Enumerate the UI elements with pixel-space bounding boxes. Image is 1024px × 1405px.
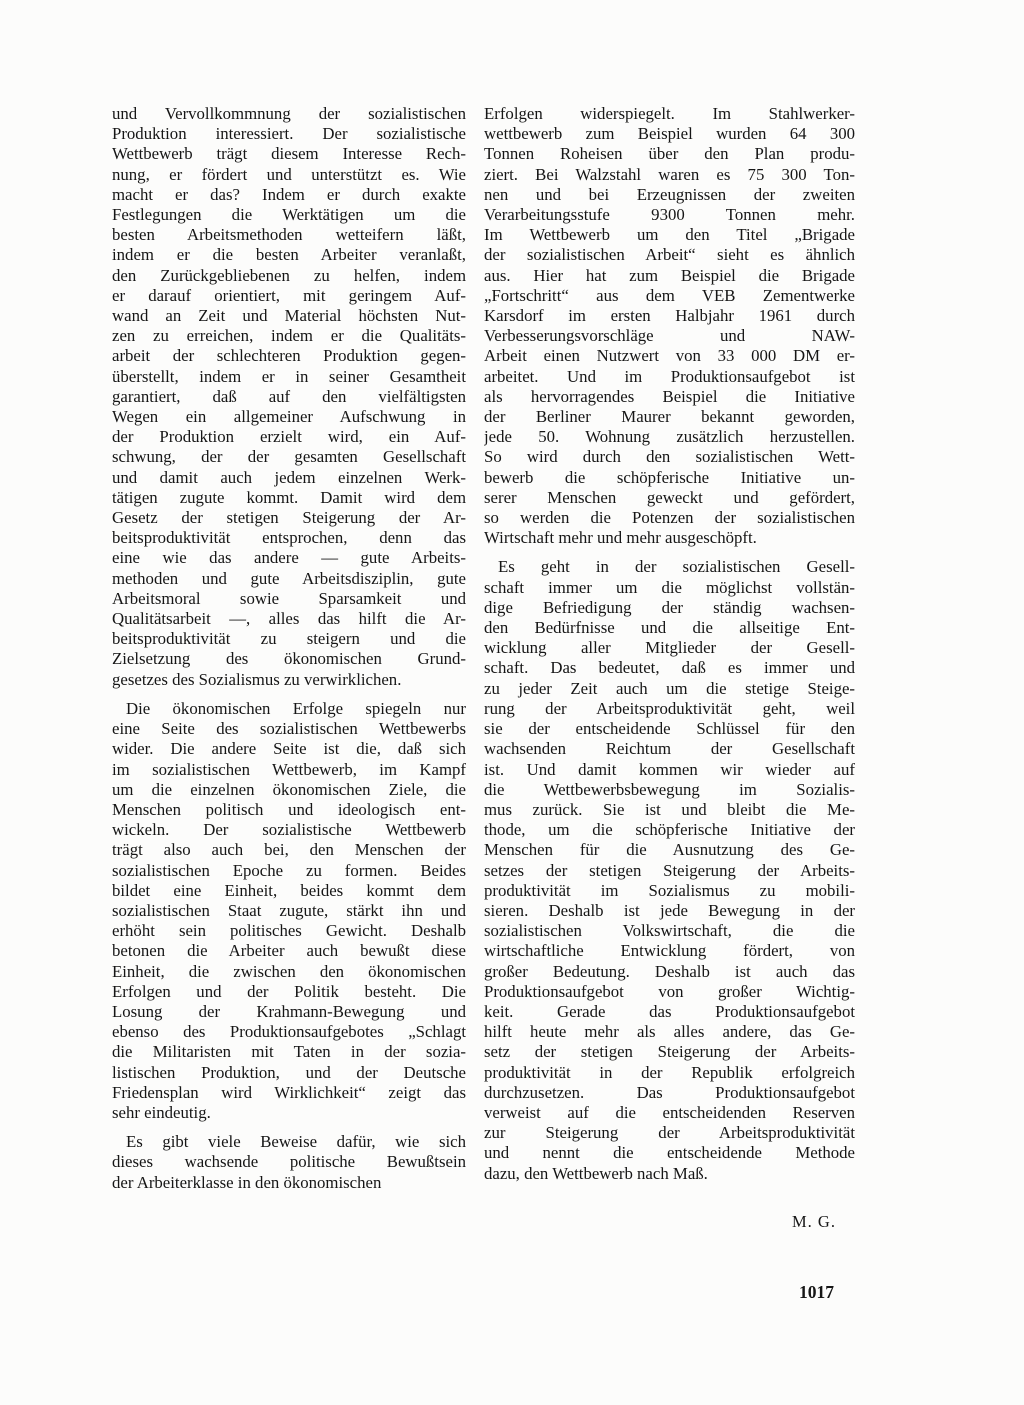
text-line: der Berliner Maurer bekannt geworden, (484, 407, 855, 427)
text-line: wirtschaftliche Entwicklung fördert, von (484, 941, 855, 961)
text-line: besten Arbeitsmethoden wetteifern läßt, (112, 225, 466, 245)
text-line: und nennt die entscheidende Methode (484, 1143, 855, 1163)
text-line: setzes der stetigen Steigerung der Arbeits- (484, 860, 855, 880)
text-line: Menschen politisch und ideologisch ent- (112, 799, 466, 819)
text-line: Im Wettbewerb um den Titel „Brigade (484, 225, 855, 245)
text-line: schaft immer um die möglichst vollstän- (484, 577, 855, 597)
paragraph (484, 557, 855, 1183)
text-line: verweist auf die entscheidenden Reserven (484, 1102, 855, 1122)
text-line: rung der Arbeitsproduktivität geht, weil (484, 698, 855, 718)
text-line: zen zu erreichen, indem er die Qualitäts- (112, 326, 466, 346)
text-line: der Arbeiterklasse in den ökonomischen (112, 1172, 382, 1192)
text-line: Wirtschaft mehr und mehr ausgeschöpft. (484, 528, 757, 548)
text-line: Einheit, die zwischen den ökonomischen (112, 961, 466, 981)
text-line: „Fortschritt“ aus dem VEB Zementwerke (484, 285, 855, 305)
text-line: Zielsetzung des ökonomischen Grund- (112, 649, 466, 669)
text-line: mus zurück. Sie ist und bleibt die Me- (484, 799, 855, 819)
text-line: so werden die Potenzen der sozialistischen (484, 508, 855, 528)
text-line: produktivität in der Republik erfolgreich (484, 1062, 855, 1082)
text-line: erhöht sein politisches Gewicht. Deshalb (112, 921, 466, 941)
text-line: eine wie das andere — gute Arbeits- (112, 548, 466, 568)
text-line: wider. Die andere Seite ist die, daß sich (112, 739, 466, 759)
text-line: ist. Und damit kommen wir wieder auf (484, 759, 855, 779)
text-line: tätigen zugute kommt. Damit wird dem (112, 487, 466, 507)
text-line: aus. Hier hat zum Beispiel die Brigade (484, 265, 855, 285)
text-line: eine Seite des sozialistischen Wettbewerbs (112, 719, 466, 739)
text-line: listischen Produktion, und der Deutsche (112, 1062, 466, 1082)
right-text-column (484, 104, 855, 1184)
text-line: macht er das? Indem er durch exakte (112, 184, 466, 204)
text-line: beitsproduktivität zu steigern und die (112, 629, 466, 649)
text-line: betonen die Arbeiter auch bewußt diese (112, 941, 466, 961)
text-line: setz der stetigen Steigerung der Arbeits- (484, 1042, 855, 1062)
text-line: keit. Gerade das Produktionsaufgebot (484, 1001, 855, 1021)
text-line: Menschen für die Ausnutzung des Ge- (484, 840, 855, 860)
paragraph (112, 1132, 466, 1193)
text-line: Arbeit einen Nutzwert von 33 000 DM er- (484, 346, 855, 366)
text-line: Friedensplan wird Wirklichkeit“ zeigt das (112, 1082, 466, 1102)
text-line: als hervorragendes Beispiel die Initiative (484, 386, 855, 406)
text-line: Wettbewerb trägt diesem Interesse Rech- (112, 144, 466, 164)
text-line: im sozialistischen Wettbewerb, im Kampf (112, 759, 466, 779)
text-line: hilft heute mehr als alles andere, das Ge- (484, 1022, 855, 1042)
text-line: wickeln. Der sozialistische Wettbewerb (112, 820, 466, 840)
text-line: garantiert, daß auf den vielfältigsten (112, 386, 466, 406)
text-line: wachsenden Reichtum der Gesellschaft (484, 739, 855, 759)
text-line: sozialistischen Volkswirtschaft, die die (484, 921, 855, 941)
text-line: Es geht in der sozialistischen Gesell- (498, 557, 855, 577)
text-line: dige Befriedigung der ständig wachsen- (484, 597, 855, 617)
text-line: Karsdorf im ersten Halbjahr 1961 durch (484, 306, 855, 326)
text-line: sehr eindeutig. (112, 1102, 211, 1122)
text-line: sozialistischen Epoche zu formen. Beides (112, 860, 466, 880)
text-line: Losung der Krahmann-Bewegung und (112, 1001, 466, 1021)
text-line: er darauf orientiert, mit geringem Auf- (112, 285, 466, 305)
text-line: trägt also auch bei, den Menschen der (112, 840, 466, 860)
text-line: serer Menschen geweckt und gefördert, (484, 487, 855, 507)
text-line: zu jeder Zeit auch um die stetige Steige- (484, 678, 855, 698)
text-line: arbeitet. Und im Produktionsaufgebot ist (484, 366, 855, 386)
text-line: Festlegungen die Werktätigen um die (112, 205, 466, 225)
text-line: Erfolgen widerspiegelt. Im Stahlwerker- (484, 104, 855, 123)
text-line: wand an Zeit und Material höchsten Nut- (112, 306, 466, 326)
text-line: Arbeitsmoral sowie Sparsamkeit und (112, 588, 466, 608)
text-line: die Militaristen mit Taten in der sozia- (112, 1042, 466, 1062)
text-line: bildet eine Einheit, beides kommt dem (112, 880, 466, 900)
text-line: dazu, den Wettbewerb nach Maß. (484, 1163, 708, 1183)
text-line: Die ökonomischen Erfolge spiegeln nur (126, 698, 466, 718)
text-line: überstellt, indem er in seiner Gesamtheit (112, 366, 466, 386)
text-line: Qualitätsarbeit —, alles das hilft die Ar- (112, 609, 466, 629)
text-line: sieren. Deshalb ist jede Bewegung in der (484, 900, 855, 920)
text-line: Produktion interessiert. Der sozialistische (112, 124, 466, 144)
text-line: der Produktion erzielt wird, ein Auf- (112, 427, 466, 447)
text-line: durchzusetzen. Das Produktionsaufgebot (484, 1082, 855, 1102)
text-line: den Zurückgebliebenen zu helfen, indem (112, 265, 466, 285)
text-line: thode, um die schöpferische Initiative der (484, 820, 855, 840)
left-text-column (112, 104, 466, 1193)
text-line: Es gibt viele Beweise dafür, wie sich (126, 1132, 466, 1152)
page-number: 1017 (799, 1282, 834, 1302)
text-line: und damit auch jedem einzelnen Werk- (112, 467, 466, 487)
text-line: Erfolgen und der Politik besteht. Die (112, 981, 466, 1001)
text-line: bewerb die schöpferische Initiative un- (484, 467, 855, 487)
text-line: ziert. Bei Walzstahl waren es 75 300 Ton- (484, 164, 855, 184)
text-line: methoden und gute Arbeitsdisziplin, gute (112, 568, 466, 588)
text-line: So wird durch den sozialistischen Wett- (484, 447, 855, 467)
text-line: großer Bedeutung. Deshalb ist auch das (484, 961, 855, 981)
text-line: arbeit der schlechteren Produktion gegen- (112, 346, 466, 366)
text-line: indem er die besten Arbeiter veranlaßt, (112, 245, 466, 265)
text-line: ebenso des Produktionsaufgebotes „Schlagt (112, 1022, 466, 1042)
text-line: um die einzelnen ökonomischen Ziele, die (112, 779, 466, 799)
text-line: sie der entscheidende Schlüssel für den (484, 719, 855, 739)
text-line: gesetzes des Sozialismus zu verwirklichen. (112, 669, 402, 689)
text-line: nung, er fördert und unterstützt es. Wie (112, 164, 466, 184)
text-line: Tonnen Roheisen über den Plan produ- (484, 144, 855, 164)
text-line: Produktionsaufgebot von großer Wichtig- (484, 981, 855, 1001)
text-line: und Vervollkommnung der sozialistischen (112, 104, 466, 123)
text-line: beitsproduktivität entsprochen, denn das (112, 528, 466, 548)
text-line: den Bedürfnisse und die allseitige Ent- (484, 618, 855, 638)
paragraph (112, 699, 466, 1123)
text-line: die Wettbewerbsbewegung im Sozialis- (484, 779, 855, 799)
text-line: Gesetz der stetigen Steigerung der Ar- (112, 508, 466, 528)
text-line: schaft. Das bedeutet, daß es immer und (484, 658, 855, 678)
author-signature: M. G. (792, 1212, 836, 1231)
text-line: zur Steigerung der Arbeitsproduktivität (484, 1123, 855, 1143)
paragraph (484, 104, 855, 548)
text-line: Verarbeitungsstufe 9300 Tonnen mehr. (484, 205, 855, 225)
text-line: wettbewerb zum Beispiel wurden 64 300 (484, 124, 855, 144)
text-line: Verbesserungsvorschläge und NAW- (484, 326, 855, 346)
text-line: dieses wachsende politische Bewußtsein (112, 1152, 466, 1172)
text-line: jede 50. Wohnung zusätzlich herzustellen. (484, 427, 855, 447)
paragraph (112, 104, 466, 690)
text-line: produktivität im Sozialismus zu mobili- (484, 880, 855, 900)
text-line: Wegen ein allgemeiner Aufschwung in (112, 407, 466, 427)
text-line: schwung, der der gesamten Gesellschaft (112, 447, 466, 467)
text-line: sozialistischen Staat zugute, stärkt ihn und (112, 900, 466, 920)
text-line: wicklung aller Mitglieder der Gesell- (484, 638, 855, 658)
text-line: der sozialistischen Arbeit“ sieht es ähnlich (484, 245, 855, 265)
text-line: nen und bei Erzeugnissen der zweiten (484, 184, 855, 204)
